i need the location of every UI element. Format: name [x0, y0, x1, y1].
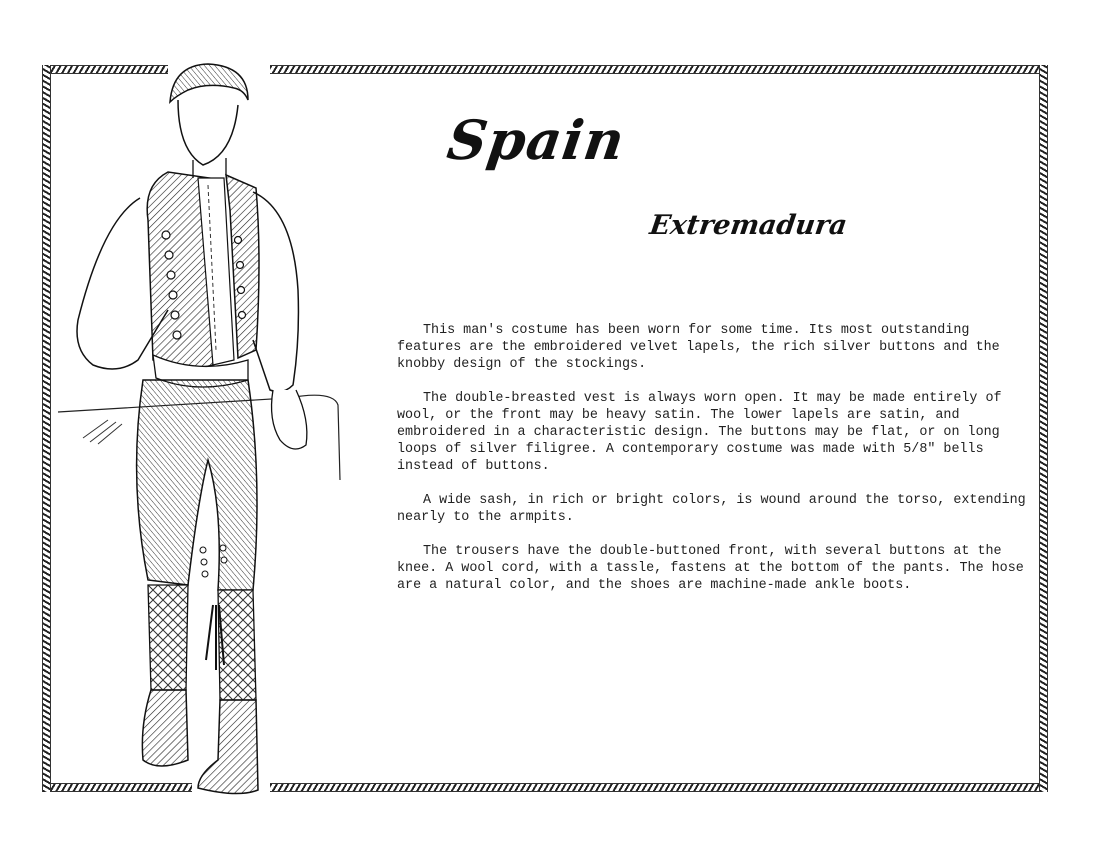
- border-bottom-right: [270, 783, 1048, 792]
- border-top-right: [270, 65, 1048, 74]
- page-subtitle: Extremadura: [647, 210, 850, 241]
- paragraph-vest: The double-breasted vest is always worn open. It may be made entirely of wool, or the front may be heavy satin. The lower lapels are satin, and embroidered in a characteristic design. The buttons may be flat, or on long loops of silver filigree. A contemporary costume was made with 5/8" bells instead of buttons.: [397, 391, 1002, 474]
- costume-illustration: [48, 60, 358, 800]
- border-right: [1039, 65, 1048, 792]
- paragraph-trousers: The trousers have the double-buttoned front, with several buttons at the knee. A wool cord, with a tassle, fastens at the bottom of the pants. The hose are a natural color, and the shoes are machine-made ankle boots.: [397, 544, 1024, 593]
- paragraph-intro: This man's costume has been worn for some time. Its most outstanding features are the embroidered velvet lapels, the rich silver buttons and the knobby design of the stockings.: [397, 323, 1000, 372]
- description-text: [397, 322, 1027, 611]
- paragraph-sash: A wide sash, in rich or bright colors, is wound around the torso, extending nearly to the armpits.: [397, 493, 1026, 525]
- page-title: Spain: [443, 108, 630, 172]
